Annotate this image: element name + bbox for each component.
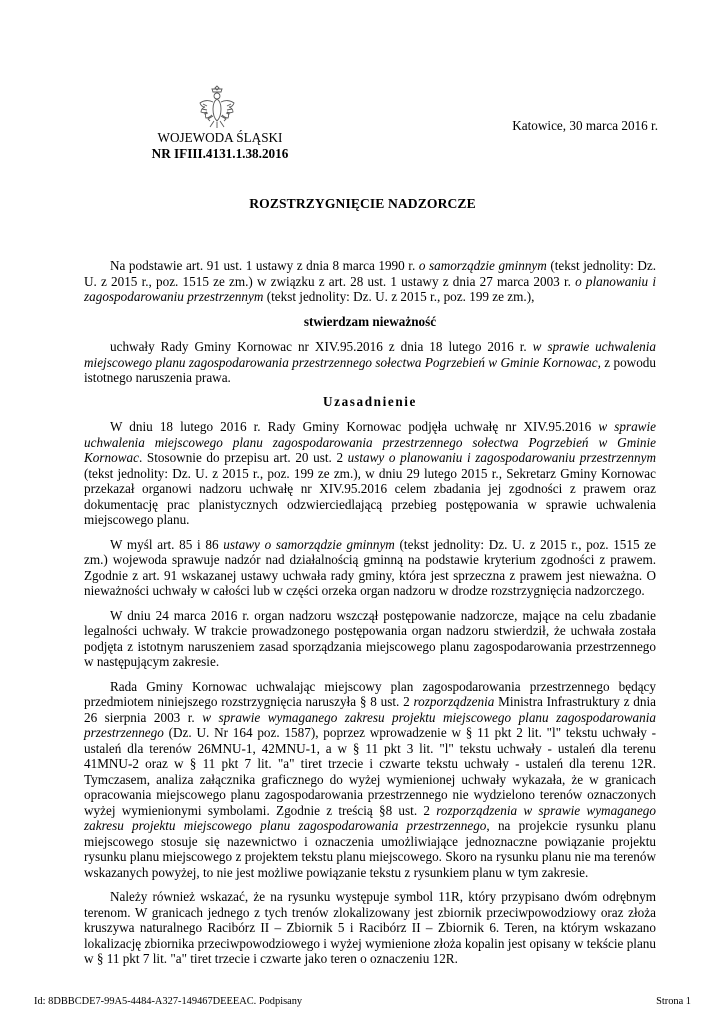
document-body	[84, 258, 656, 976]
issuing-authority	[135, 130, 305, 162]
subject-paragraph: uchwały Rady Gminy Kornowac nr XIV.95.2016 z dnia 18 lutego 2016 r. w sprawie uchwalenia miejscowego planu zagospodarowania przestrzennego sołectwa Pogrzebień w Gminie Kornowac, z powodu istotnego naruszenia prawa.	[84, 339, 656, 385]
justification-paragraph-5: Należy również wskazać, że na rysunku występuje symbol 11R, który przypisano dwóm odrębnym terenom. W granicach jednego z tych trenów zlokalizowany jest zbiornik przeciwpowodziowy oraz złoża kruszywa naturalnego Racibórz II – Zbiornik 5 i Racibórz II – Zbiornik 6. Teren, na którym wskazano lokalizację zbiornika przeciwpowodziowego i wyżej wymienione złoża kopalin jest opisany w tekście planu w § 11 pkt 7 lit. "a" tiret trzecie i czwarte jako teren o oznaczeniu 12R.	[84, 889, 656, 966]
document-id-footer: Id: 8DBBCDE7-99A5-4484-A327-149467DEEEAC. Podpisany	[34, 996, 303, 1007]
justification-paragraph-1: W dniu 18 lutego 2016 r. Rady Gminy Kornowac podjęła uchwałę nr XIV.95.2016 w sprawie uchwalenia miejscowego planu zagospodarowania przestrzennego sołectwa Pogrzebień w Gminie Kornowac. Stosownie do przepisu art. 20 ust. 2 ustawy o planowaniu i zagospodarowaniu przestrzennym (tekst jednolity: Dz. U. z 2015 r., poz. 199 ze zm.), w dniu 29 lutego 2015 r., Sekretarz Gminy Kornowac przekazał organowi nadzoru uchwałę nr XIV.95.2016 celem zbadania jej zgodności z prawem oraz dokumentację prac planistycznych odzwierciedlającą przebieg postępowania w sprawie uchwalenia miejscowego planu.	[84, 419, 656, 527]
justification-paragraph-4: Rada Gminy Kornowac uchwalając miejscowy plan zagospodarowania przestrzennego będący przedmiotem niniejszego rozstrzygnięcia naruszyła § 8 ust. 2 rozporządzenia Ministra Infrastruktury z dnia 26 sierpnia 2003 r. w sprawie wymaganego zakresu projektu miejscowego planu zagospodarowania przestrzennego (Dz. U. Nr 164 poz. 1587), poprzez wprowadzenie w § 11 pkt 2 lit. "l" tekstu uchwały - ustaleń dla terenów 26MNU-1, 42MNU-1, a w § 11 pkt 3 lit. "l" tekstu uchwały - ustaleń dla terenu 41MNU-2 oraz w § 11 pkt 7 lit. "a" tiret trzecie i czwarte tekstu uchwały - ustaleń dla terenu 12R. Tymczasem, analiza załącznika graficznego do wyżej wymienionej uchwały wykazała, że w granicach opracowania miejscowego planu zagospodarowania przestrzennego nie wydzielono terenów oznaczonych wyżej wymienionymi symbolami. Zgodnie z treścią §8 ust. 2 rozporządzenia w sprawie wymaganego zakresu projektu miejscowego planu zagospodarowania przestrzennego, na projekcie rysunku planu miejscowego stosuje się nazewnictwo i oznaczenia umożliwiające jednoznaczne powiązanie projektu rysunku planu miejscowego z projektem tekstu planu miejscowego. Skoro na rysunku planu nie ma terenów wskazanych powyżej, to nie jest możliwe powiązanie tekstu z rysunkiem planu w tym zakresie.	[84, 678, 656, 880]
justification-paragraph-2: W myśl art. 85 i 86 ustawy o samorządzie gminnym (tekst jednolity: Dz. U. z 2015 r., poz. 1515 ze zm.) wojewoda sprawuje nadzór nad działalnością gminną na podstawie kryterium zgodności z prawem. Zgodnie z art. 91 wskazanej ustawy uchwała rady gminy, która jest sprzeczna z prawem jest nieważna. O nieważności uchwały w całości lub w części orzeka organ nadzoru w drodze rozstrzygnięcia nadzorczego.	[84, 536, 656, 598]
page-number: Strona 1	[656, 996, 691, 1007]
legal-basis-paragraph: Na podstawie art. 91 ust. 1 ustawy z dnia 8 marca 1990 r. o samorządzie gminnym (tekst jednolity: Dz. U. z 2015 r., poz. 1515 ze zm.) w związku z art. 28 ust. 1 ustawy z dnia 27 marca 2003 r. o planowaniu i zagospodarowaniu przestrzennym (tekst jednolity: Dz. U. z 2015 r., poz. 199 ze zm.),	[84, 258, 656, 304]
justification-paragraph-3: W dniu 24 marca 2016 r. organ nadzoru wszczął postępowanie nadzorcze, mające na celu zbadanie legalności uchwały. W trakcie prowadzonego postępowania organ nadzoru stwierdził, że uchwała została podjęta z istotnym naruszeniem zasad sporządzania miejscowego planu zagospodarowania przestrzennego w następującym zakresie.	[84, 607, 656, 669]
authority-name: WOJEWODA ŚLĄSKI	[157, 130, 283, 145]
declaration-heading: stwierdzam nieważność	[303, 313, 437, 329]
justification-heading: Uzasadnienie	[323, 393, 417, 409]
eagle-emblem-icon	[197, 84, 237, 130]
reference-number: NR IFIII.4131.1.38.2016	[151, 146, 289, 161]
document-title: ROZSTRZYGNIĘCIE NADZORCZE	[249, 196, 476, 211]
place-and-date: Katowice, 30 marca 2016 r.	[512, 118, 658, 133]
